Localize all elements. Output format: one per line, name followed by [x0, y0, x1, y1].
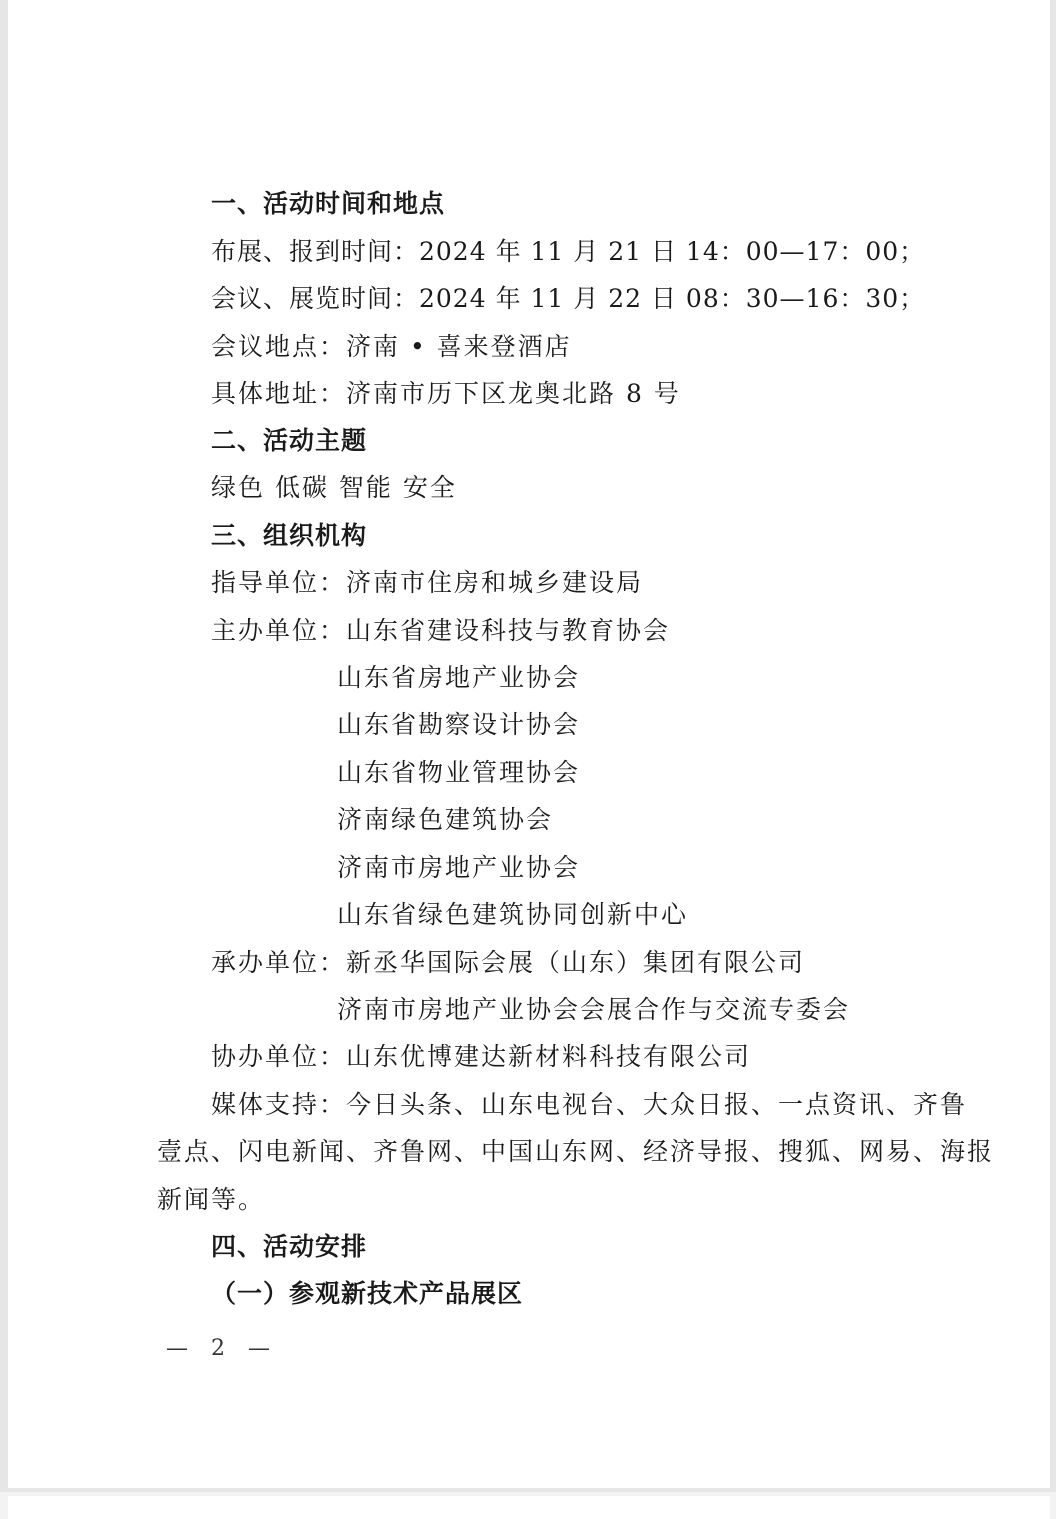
- theme: 绿色 低碳 智能 安全: [211, 473, 457, 502]
- section-4-sub-1: （一）参观新技术产品展区: [211, 1279, 524, 1308]
- section-3-heading: 三、组织机构: [211, 521, 368, 550]
- organizer-unit: 济南市房地产业协会会展合作与交流专委会: [337, 995, 851, 1024]
- host-unit: 山东省房地产业协会: [337, 663, 581, 692]
- host-unit-first: 主办单位：山东省建设科技与教育协会: [211, 616, 671, 645]
- setup-time: 布展、报到时间：2024 年 11 月 21 日 14：00—17：00；: [211, 237, 926, 266]
- section-1-heading: 一、活动时间和地点: [211, 189, 446, 218]
- organizer-unit-first: 承办单位：新丞华国际会展（山东）集团有限公司: [211, 948, 806, 977]
- host-unit: 山东省物业管理协会: [337, 758, 581, 787]
- page-number: — 2 —: [166, 1336, 278, 1361]
- next-page-edge: [0, 1492, 1056, 1519]
- venue: 会议地点：济南 • 喜来登酒店: [211, 332, 572, 361]
- next-page-card: [8, 1496, 1050, 1519]
- media-support-line-3: 新闻等。: [157, 1185, 266, 1214]
- meeting-time: 会议、展览时间：2024 年 11 月 22 日 08：30—16：30；: [211, 284, 926, 313]
- guidance-unit: 指导单位：济南市住房和城乡建设局: [211, 568, 644, 597]
- document-page: [8, 0, 1050, 1488]
- media-support-line-1: 媒体支持：今日头条、山东电视台、大众日报、一点资讯、齐鲁: [211, 1090, 968, 1119]
- section-2-heading: 二、活动主题: [211, 426, 368, 455]
- host-unit: 济南绿色建筑协会: [337, 805, 554, 834]
- address: 具体地址：济南市历下区龙奥北路 8 号: [211, 379, 681, 408]
- co-organizer-unit: 协办单位：山东优博建达新材料科技有限公司: [211, 1042, 752, 1071]
- host-unit: 山东省勘察设计协会: [337, 710, 581, 739]
- host-unit: 济南市房地产业协会: [337, 853, 581, 882]
- host-unit: 山东省绿色建筑协同创新中心: [337, 900, 689, 929]
- media-support-line-2: 壹点、闪电新闻、齐鲁网、中国山东网、经济导报、搜狐、网易、海报: [157, 1137, 995, 1166]
- section-4-heading: 四、活动安排: [211, 1232, 368, 1261]
